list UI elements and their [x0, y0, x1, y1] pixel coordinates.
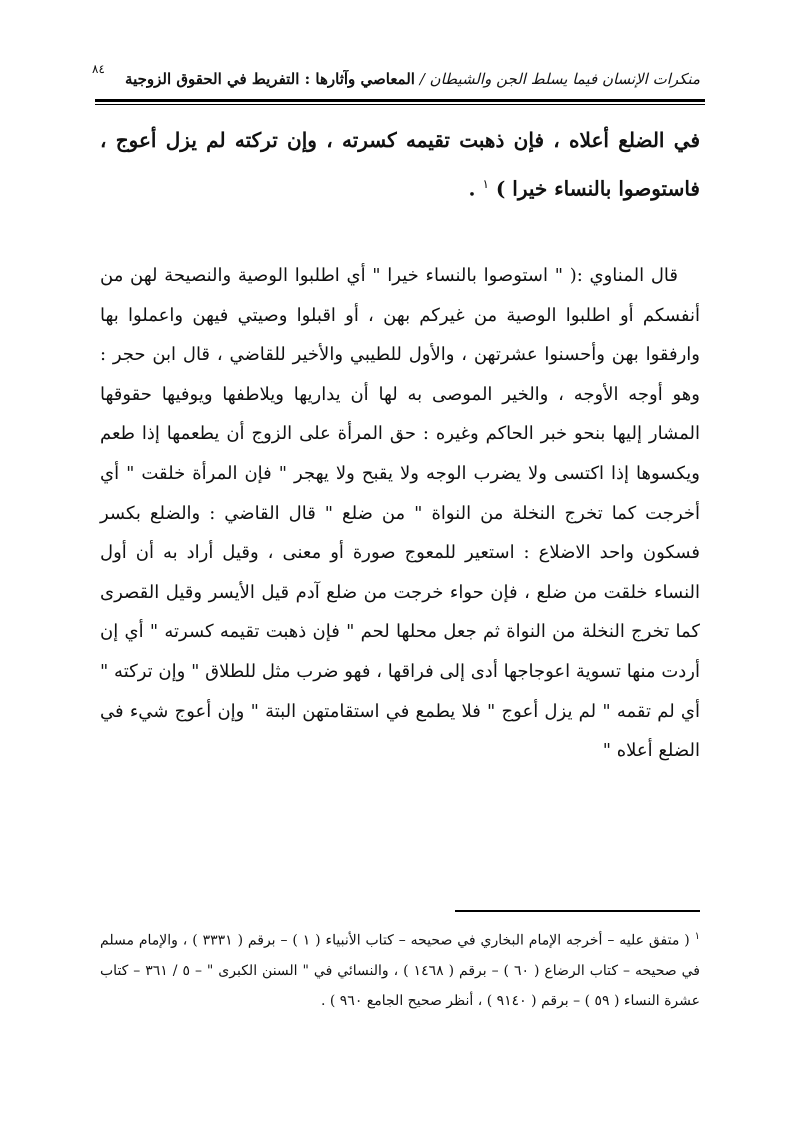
header-rule-thin	[95, 104, 705, 105]
footnote-text: ( متفق عليه – أخرجه الإمام البخاري في صحيحه – كتاب الأنبياء ( ١ ) – برقم ( ٣٣٣١ ) ، والإمام مسلم في صحيحه – كتاب الرضاع ( ٦٠ ) – برقم ( ١٤٦٨ ) ، والنسائي في " السنن الكبرى " – ٥ / ٣٦١ – كتاب عشرة النساء ( ٥٩ ) – برقم ( ٩١٤٠ ) ، أنظر صحيح الجامع ٩٦٠ ) .	[100, 932, 700, 1009]
running-header	[90, 70, 700, 98]
footnote	[100, 922, 700, 1016]
hadith-body: في الضلع أعلاه ، فإن ذهبت تقيمه كسرته ، وإن تركته لم يزل أعوج ، فاستوصوا بالنساء خيرا )	[100, 128, 700, 201]
footnote-reference: ١	[482, 177, 489, 191]
footnote-separator	[455, 910, 700, 912]
header-chapter-title: المعاصي وآثارها : التفريط في الحقوق الزوجية	[125, 70, 415, 88]
header-rule	[95, 99, 705, 102]
hadith-end: .	[468, 176, 483, 201]
commentary-text: قال المناوي :( " استوصوا بالنساء خيرا " أي اطلبوا الوصية والنصيحة لهن من أنفسكم أو اطلبوا الوصية من غيركم بهن ، أو اقبلوا وصيتي فيهن واعملوا بها وارفقوا بهن وأحسنوا عشرتهن ، والأول للطيبي والأخير للقاضي ، قال ابن حجر : وهو أوجه الأوجه ، والخير الموصى به لها أن يداريها ويلاطفها ويوفيها حقوقها المشار إليها بنحو خبر الحاكم وغيره : حق المرأة على الزوج أن يطعمها إذا طعم ويكسوها إذا اكتسى ولا يضرب الوجه ولا يقبح ولا يهجر " فإن المرأة خلقت " أي أخرجت كما تخرج النخلة من النواة " من ضلع " قال القاضي : والضلع بكسر فسكون واحد الاضلاع : استعير للمعوج صورة أو معنى ، وقيل أراد به أن أول النساء خلقت من ضلع ، فإن حواء خرجت من ضلع آدم قيل الأيسر وقيل القصرى كما تخرج النخلة من النواة ثم جعل محلها لحم " فإن ذهبت تقيمه كسرته " أي إن أردت منها تسوية اعوجاجها أدى إلى فراقها ، فهو ضرب مثل للطلاق " وإن تركته " أي لم تقمه " لم يزل أعوج " فلا يطمع في استقامتهن البتة " وإن أعوج شيء في الضلع أعلاه "	[100, 265, 700, 762]
page-number: ٨٤	[92, 62, 105, 76]
footnote-marker: ١	[694, 931, 700, 942]
commentary-paragraph	[100, 256, 700, 771]
header-book-title: منكرات الإنسان فيما يسلط الجن والشيطان /	[414, 70, 700, 88]
hadith-text	[100, 118, 700, 211]
